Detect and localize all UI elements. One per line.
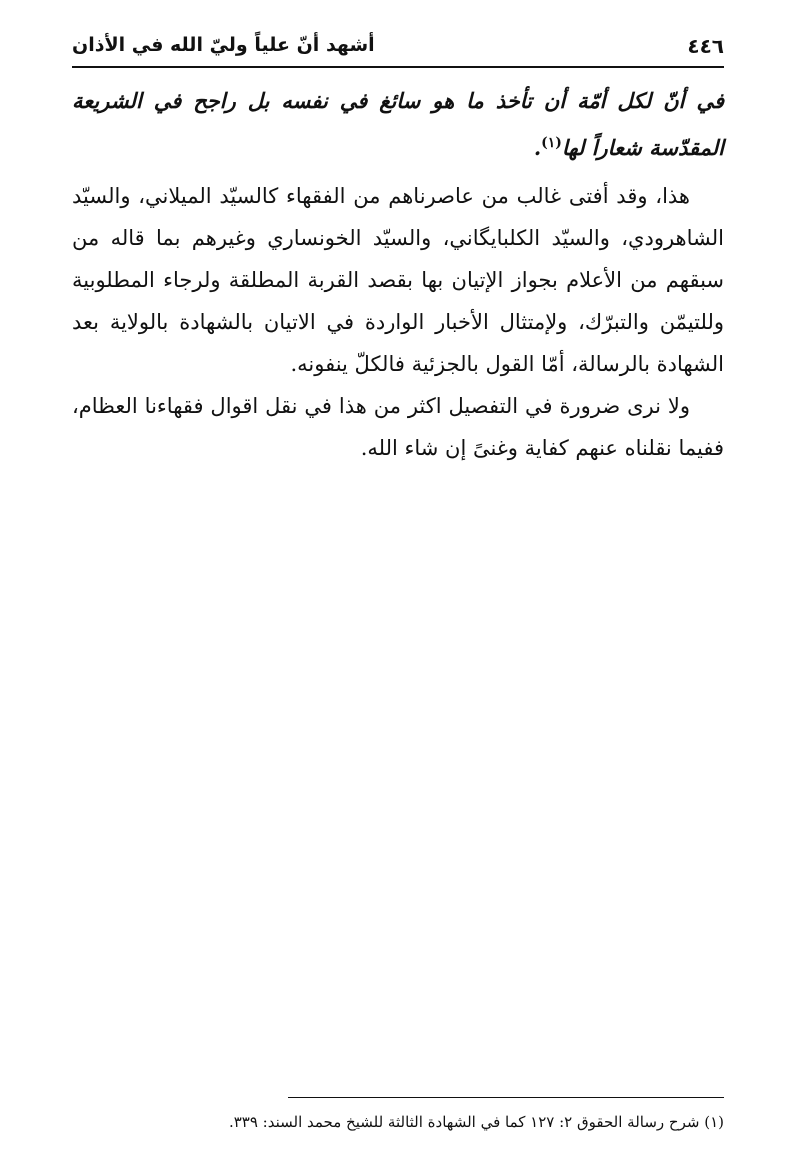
quoted-passage [72, 80, 724, 169]
header-divider [72, 66, 724, 68]
page-number: ٤٤٦ [687, 34, 724, 58]
footnote: (١) شرح رسالة الحقوق ٢: ١٢٧ كما في الشهادة الثالثة للشيخ محمد السند: ٣٣٩. [228, 1113, 724, 1131]
quote-text: في أنّ لكل أمّة أن تأخذ ما هو سائغ في نفسه بل راجح في الشريعة المقدّسة شعاراً لها [72, 88, 724, 160]
footnote-reference: (١) [541, 135, 562, 151]
paragraph-conclusion: ولا نرى ضرورة في التفصيل اكثر من هذا في نقل اقوال فقهاءنا العظام، ففيما نقلناه عنهم كفاية وغنىً إن شاء الله. [72, 394, 724, 460]
quote-end-mark: . [533, 135, 542, 160]
main-text [72, 80, 724, 469]
running-header [72, 30, 724, 64]
footnote-divider [288, 1097, 724, 1098]
running-title: أشهد أنّ علياً وليّ الله في الأذان [72, 34, 375, 56]
paragraph-fatwas: هذا، وقد أفتى غالب من عاصرناهم من الفقهاء كالسيّد الميلاني، والسيّد الشاهرودي، والسيّد الكلبايگاني، والسيّد الخونساري وغيرهم بما قاله من سبقهم من الأعلام بجواز الإتيان بها بقصد القربة المطلقة ولرجاء المطلوبية وللتيمّن والتبرّك، ولإمتثال الأخبار الواردة في الاتيان بالشهادة بالولاية بعد الشهادة بالرسالة، أمّا القول بالجزئية فالكلّ ينفونه. [72, 184, 724, 376]
